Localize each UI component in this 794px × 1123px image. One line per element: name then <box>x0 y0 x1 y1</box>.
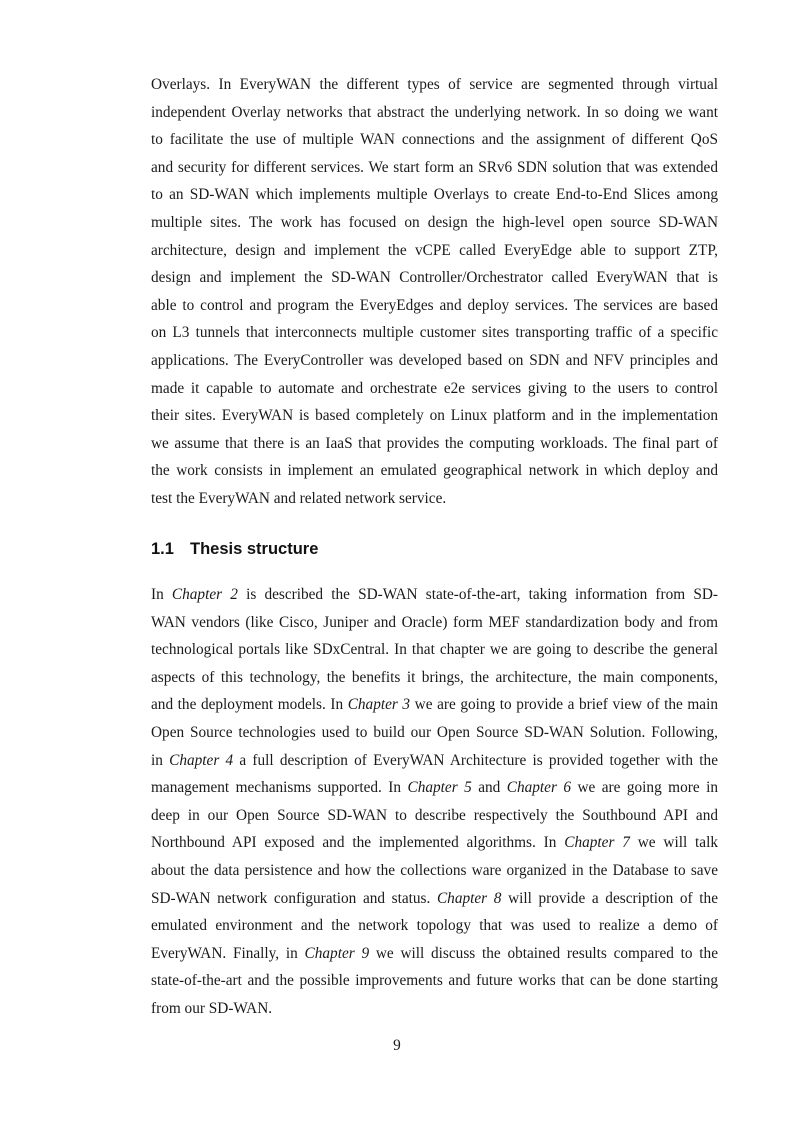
intro-paragraph <box>151 71 718 513</box>
section-heading <box>151 540 318 559</box>
text-line: and security for different services. We start form an SRv6 SDN solution that was extended <box>151 158 718 176</box>
chapter-reference: Chapter 4 <box>169 751 234 769</box>
text-run: deep in our Open Source SD-WAN to describe respectively the Southbound API and <box>151 806 718 824</box>
section-title: Thesis structure <box>190 540 319 558</box>
text-run: from our SD-WAN. <box>151 999 273 1017</box>
text-line: independent Overlay networks that abstract the underlying network. In so doing we want <box>151 103 718 121</box>
text-line <box>151 774 718 802</box>
text-run: a full description of EveryWAN Architecture is provided together with the <box>233 751 718 769</box>
text-line <box>151 664 718 692</box>
section-number: 1.1 <box>151 540 174 558</box>
text-line: test the EveryWAN and related network service. <box>151 489 447 507</box>
text-line <box>151 609 718 637</box>
text-line <box>151 802 718 830</box>
text-line <box>151 995 718 1023</box>
chapter-reference: Chapter 3 <box>347 696 411 714</box>
text-run: technological portals like SDxCentral. In that chapter we are going to describe the general <box>151 641 718 659</box>
text-run: and the deployment models. In <box>151 696 348 714</box>
text-run: about the data persistence and how the collections ware organized in the Database to save <box>151 861 718 879</box>
chapter-reference: Chapter 2 <box>171 586 238 603</box>
text-line: Overlays. In EveryWAN the different types of service are segmented through virtual <box>151 76 718 93</box>
text-line: we assume that there is an IaaS that provides the computing workloads. The final part of <box>151 434 718 452</box>
text-line: on L3 tunnels that interconnects multiple customer sites transporting traffic of a specific <box>151 324 718 342</box>
text-run: In <box>151 586 172 603</box>
text-line <box>151 636 718 664</box>
text-line <box>151 691 718 719</box>
text-line <box>151 829 718 857</box>
text-line: their sites. EveryWAN is based completely on Linux platform and in the implementation <box>151 407 718 425</box>
text-run: is described the SD-WAN state-of-the-art, taking information from SD- <box>237 586 718 603</box>
text-line: to facilitate the use of multiple WAN connections and the assignment of different QoS <box>151 131 718 149</box>
text-line <box>151 912 718 940</box>
page-number: 9 <box>393 1037 401 1054</box>
text-run: WAN vendors (like Cisco, Juniper and Oracle) form MEF standardization body and from <box>151 613 718 631</box>
chapter-reference: Chapter 9 <box>304 944 370 962</box>
page-body <box>151 71 718 1017</box>
text-run: we are going more in <box>571 779 718 797</box>
text-run: state-of-the-art and the possible improvements and future works that can be done starting <box>151 972 718 990</box>
text-run: we are going to provide a brief view of the main <box>410 696 718 714</box>
text-run: and <box>471 779 507 797</box>
text-run: will provide a description of the <box>501 889 718 907</box>
text-run: SD-WAN network configuration and status. <box>151 889 437 907</box>
text-run: we will discuss the obtained results compared to the <box>369 944 718 962</box>
chapter-reference: Chapter 5 <box>407 779 472 797</box>
text-line <box>151 857 718 885</box>
text-line: applications. The EveryController was developed based on SDN and NFV principles and <box>151 351 718 369</box>
text-line: able to control and program the EveryEdges and deploy services. The services are based <box>151 296 718 314</box>
text-line <box>151 967 718 995</box>
text-line: the work consists in implement an emulated geographical network in which deploy and <box>151 462 718 480</box>
text-line: made it capable to automate and orchestrate e2e services giving to the users to control <box>151 379 718 397</box>
thesis-structure-paragraph <box>151 581 718 1023</box>
text-run: in <box>151 751 170 769</box>
text-line: architecture, design and implement the vCPE called EveryEdge able to support ZTP, <box>151 241 718 259</box>
text-run: emulated environment and the network topology that was used to realize a demo of <box>151 917 718 935</box>
chapter-reference: Chapter 7 <box>564 834 630 852</box>
text-line: to an SD-WAN which implements multiple Overlays to create End-to-End Slices among <box>151 186 718 204</box>
text-run: Open Source technologies used to build our Open Source SD-WAN Solution. Following, <box>151 723 718 741</box>
text-run: aspects of this technology, the benefits it brings, the architecture, the main components, <box>151 668 718 686</box>
text-line <box>151 719 718 747</box>
text-run: Northbound API exposed and the implemented algorithms. In <box>151 834 565 852</box>
text-line <box>151 747 718 775</box>
text-line <box>151 940 718 968</box>
text-run: we will talk <box>629 834 718 852</box>
text-line: design and implement the SD-WAN Controller/Orchestrator called EveryWAN that is <box>151 269 718 287</box>
text-run: management mechanisms supported. In <box>151 779 408 797</box>
text-line: multiple sites. The work has focused on design the high-level open source SD-WAN <box>151 213 718 231</box>
chapter-reference: Chapter 6 <box>506 779 571 797</box>
text-run: EveryWAN. Finally, in <box>151 944 305 962</box>
text-line <box>151 885 718 913</box>
chapter-reference: Chapter 8 <box>436 889 502 907</box>
text-line <box>151 581 718 609</box>
